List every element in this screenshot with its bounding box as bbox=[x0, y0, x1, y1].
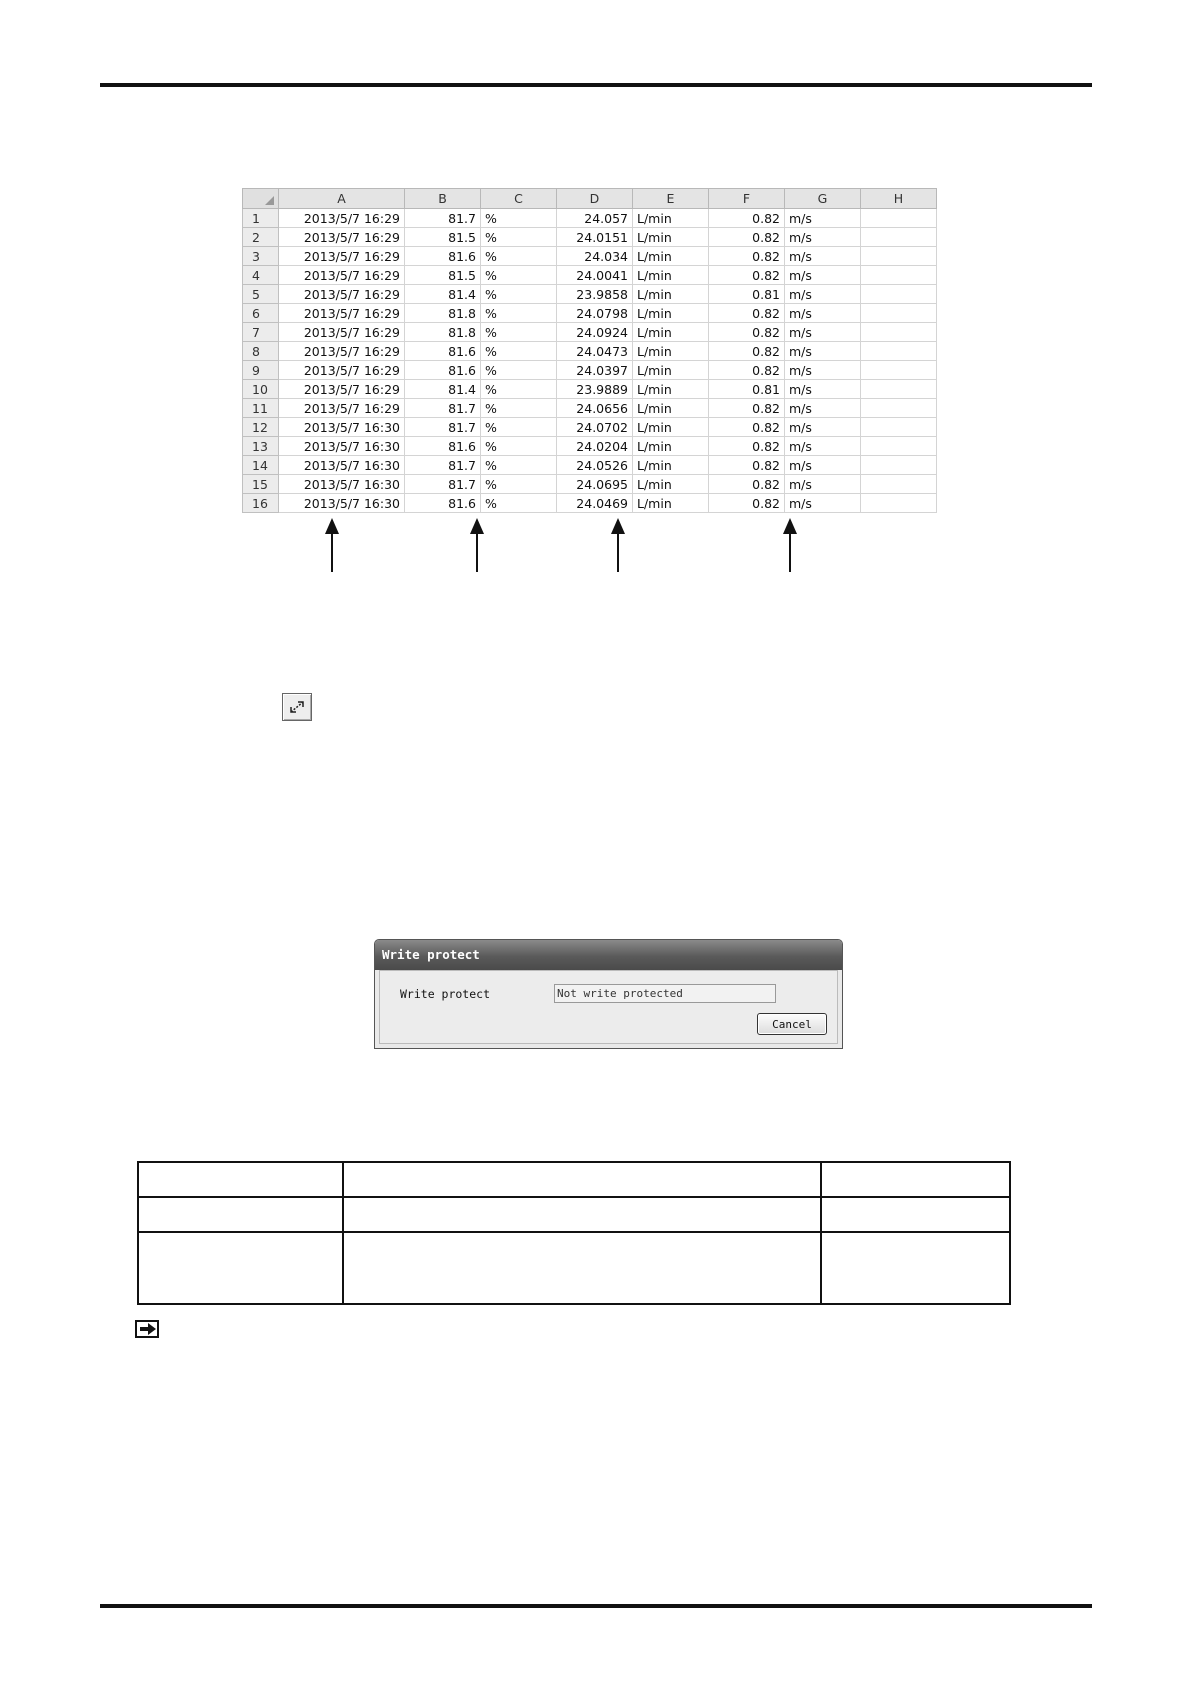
cell-d[interactable]: 24.057 bbox=[557, 209, 633, 228]
table-cell bbox=[343, 1162, 821, 1197]
cell-b[interactable]: 81.5 bbox=[405, 228, 481, 247]
cell-f[interactable]: 0.82 bbox=[709, 418, 785, 437]
pointer-arrow-velocity bbox=[781, 518, 799, 572]
cell-b[interactable]: 81.7 bbox=[405, 418, 481, 437]
write-protect-label: Write protect bbox=[400, 987, 491, 1001]
table-cell bbox=[821, 1197, 1010, 1232]
cell-d[interactable]: 24.0204 bbox=[557, 437, 633, 456]
table-row bbox=[138, 1197, 1010, 1232]
column-header[interactable]: D bbox=[557, 189, 633, 209]
cell-h[interactable] bbox=[861, 304, 937, 323]
table-cell bbox=[821, 1162, 1010, 1197]
column-header[interactable]: E bbox=[633, 189, 709, 209]
row-header[interactable]: 1 bbox=[243, 209, 279, 228]
cell-f[interactable]: 0.82 bbox=[709, 399, 785, 418]
cell-d[interactable]: 24.0041 bbox=[557, 266, 633, 285]
cell-b[interactable]: 81.6 bbox=[405, 342, 481, 361]
cell-b[interactable]: 81.4 bbox=[405, 285, 481, 304]
cell-d[interactable]: 24.034 bbox=[557, 247, 633, 266]
cell-c[interactable]: % bbox=[481, 342, 557, 361]
write-protect-dialog bbox=[374, 939, 843, 1049]
cell-b[interactable]: 81.4 bbox=[405, 380, 481, 399]
cell-b[interactable]: 81.7 bbox=[405, 456, 481, 475]
cell-f[interactable]: 0.82 bbox=[709, 456, 785, 475]
diagonal-resize-icon[interactable] bbox=[282, 693, 312, 721]
cell-g[interactable]: m/s bbox=[785, 323, 861, 342]
cell-e[interactable]: L/min bbox=[633, 304, 709, 323]
row-header[interactable]: 13 bbox=[243, 437, 279, 456]
cell-g[interactable]: m/s bbox=[785, 361, 861, 380]
row-header[interactable]: 7 bbox=[243, 323, 279, 342]
cell-d[interactable]: 23.9889 bbox=[557, 380, 633, 399]
cell-e[interactable]: L/min bbox=[633, 418, 709, 437]
table-row bbox=[243, 494, 937, 513]
cell-e[interactable]: L/min bbox=[633, 475, 709, 494]
cell-f[interactable]: 0.82 bbox=[709, 228, 785, 247]
row-header[interactable]: 14 bbox=[243, 456, 279, 475]
cell-d[interactable]: 23.9858 bbox=[557, 285, 633, 304]
cell-g[interactable]: m/s bbox=[785, 494, 861, 513]
cell-e[interactable]: L/min bbox=[633, 228, 709, 247]
cell-h[interactable] bbox=[861, 380, 937, 399]
table-row bbox=[243, 209, 937, 228]
cell-e[interactable]: L/min bbox=[633, 437, 709, 456]
cell-b[interactable]: 81.6 bbox=[405, 247, 481, 266]
cell-d[interactable]: 24.0924 bbox=[557, 323, 633, 342]
table-row bbox=[243, 285, 937, 304]
cell-a[interactable]: 2013/5/7 16:29 bbox=[279, 399, 405, 418]
cell-b[interactable]: 81.7 bbox=[405, 399, 481, 418]
cell-a[interactable]: 2013/5/7 16:30 bbox=[279, 475, 405, 494]
cell-g[interactable]: m/s bbox=[785, 475, 861, 494]
cell-g[interactable]: m/s bbox=[785, 209, 861, 228]
cell-a[interactable]: 2013/5/7 16:29 bbox=[279, 266, 405, 285]
table-row bbox=[243, 456, 937, 475]
cell-e[interactable]: L/min bbox=[633, 380, 709, 399]
cell-h[interactable] bbox=[861, 475, 937, 494]
cell-c[interactable]: % bbox=[481, 475, 557, 494]
cell-e[interactable]: L/min bbox=[633, 285, 709, 304]
cell-b[interactable]: 81.7 bbox=[405, 209, 481, 228]
arrow-right-icon bbox=[135, 1320, 159, 1338]
cell-h[interactable] bbox=[861, 342, 937, 361]
cell-f[interactable]: 0.82 bbox=[709, 323, 785, 342]
cell-b[interactable]: 81.6 bbox=[405, 437, 481, 456]
cell-e[interactable]: L/min bbox=[633, 209, 709, 228]
table-row bbox=[243, 437, 937, 456]
cancel-button[interactable]: Cancel bbox=[757, 1013, 827, 1035]
table-row bbox=[243, 399, 937, 418]
cell-g[interactable]: m/s bbox=[785, 456, 861, 475]
cell-e[interactable]: L/min bbox=[633, 456, 709, 475]
cell-h[interactable] bbox=[861, 361, 937, 380]
cell-e[interactable]: L/min bbox=[633, 342, 709, 361]
cell-h[interactable] bbox=[861, 418, 937, 437]
cell-a[interactable]: 2013/5/7 16:29 bbox=[279, 209, 405, 228]
cell-h[interactable] bbox=[861, 399, 937, 418]
cell-b[interactable]: 81.5 bbox=[405, 266, 481, 285]
row-header[interactable]: 9 bbox=[243, 361, 279, 380]
cell-f[interactable]: 0.81 bbox=[709, 285, 785, 304]
cell-f[interactable]: 0.81 bbox=[709, 380, 785, 399]
cell-a[interactable]: 2013/5/7 16:29 bbox=[279, 361, 405, 380]
table-row bbox=[138, 1232, 1010, 1304]
spreadsheet bbox=[242, 188, 937, 513]
cell-e[interactable]: L/min bbox=[633, 494, 709, 513]
cell-c[interactable]: % bbox=[481, 456, 557, 475]
table-row bbox=[243, 228, 937, 247]
header-rule bbox=[100, 83, 1092, 87]
pointer-arrow-humidity bbox=[468, 518, 486, 572]
cell-g[interactable]: m/s bbox=[785, 285, 861, 304]
cell-a[interactable]: 2013/5/7 16:30 bbox=[279, 418, 405, 437]
cell-b[interactable]: 81.6 bbox=[405, 361, 481, 380]
cell-f[interactable]: 0.82 bbox=[709, 361, 785, 380]
table-row bbox=[243, 304, 937, 323]
cell-g[interactable]: m/s bbox=[785, 418, 861, 437]
cell-d[interactable]: 24.0656 bbox=[557, 399, 633, 418]
cell-e[interactable]: L/min bbox=[633, 323, 709, 342]
cell-f[interactable]: 0.82 bbox=[709, 494, 785, 513]
cell-g[interactable]: m/s bbox=[785, 304, 861, 323]
cell-d[interactable]: 24.0695 bbox=[557, 475, 633, 494]
table-row bbox=[243, 247, 937, 266]
cell-c[interactable]: % bbox=[481, 228, 557, 247]
table-row bbox=[243, 418, 937, 437]
cell-b[interactable]: 81.7 bbox=[405, 475, 481, 494]
cell-h[interactable] bbox=[861, 285, 937, 304]
cell-g[interactable]: m/s bbox=[785, 228, 861, 247]
row-header[interactable]: 6 bbox=[243, 304, 279, 323]
table-row bbox=[243, 342, 937, 361]
cell-f[interactable]: 0.82 bbox=[709, 247, 785, 266]
cell-d[interactable]: 24.0702 bbox=[557, 418, 633, 437]
table-row bbox=[243, 380, 937, 399]
cell-h[interactable] bbox=[861, 437, 937, 456]
cell-c[interactable]: % bbox=[481, 285, 557, 304]
select-all-corner[interactable] bbox=[243, 189, 279, 209]
cell-a[interactable]: 2013/5/7 16:30 bbox=[279, 437, 405, 456]
table-row bbox=[243, 475, 937, 494]
column-header[interactable]: C bbox=[481, 189, 557, 209]
cell-a[interactable]: 2013/5/7 16:29 bbox=[279, 342, 405, 361]
row-header[interactable]: 5 bbox=[243, 285, 279, 304]
cell-c[interactable]: % bbox=[481, 323, 557, 342]
row-header[interactable]: 4 bbox=[243, 266, 279, 285]
write-protect-status-field: Not write protected bbox=[554, 984, 776, 1003]
cell-a[interactable]: 2013/5/7 16:30 bbox=[279, 456, 405, 475]
cell-f[interactable]: 0.82 bbox=[709, 475, 785, 494]
cell-f[interactable]: 0.82 bbox=[709, 437, 785, 456]
cell-d[interactable]: 24.0473 bbox=[557, 342, 633, 361]
cell-f[interactable]: 0.82 bbox=[709, 266, 785, 285]
cell-b[interactable]: 81.8 bbox=[405, 304, 481, 323]
cell-h[interactable] bbox=[861, 494, 937, 513]
cell-c[interactable]: % bbox=[481, 418, 557, 437]
row-header[interactable]: 16 bbox=[243, 494, 279, 513]
cell-c[interactable]: % bbox=[481, 494, 557, 513]
cell-f[interactable]: 0.82 bbox=[709, 304, 785, 323]
row-header[interactable]: 11 bbox=[243, 399, 279, 418]
cell-a[interactable]: 2013/5/7 16:30 bbox=[279, 494, 405, 513]
cell-h[interactable] bbox=[861, 228, 937, 247]
table-cell bbox=[343, 1232, 821, 1304]
row-header[interactable]: 2 bbox=[243, 228, 279, 247]
table-cell bbox=[138, 1162, 343, 1197]
cell-g[interactable]: m/s bbox=[785, 247, 861, 266]
cell-h[interactable] bbox=[861, 209, 937, 228]
cell-h[interactable] bbox=[861, 266, 937, 285]
spec-table bbox=[137, 1161, 1011, 1305]
table-row bbox=[243, 323, 937, 342]
column-header[interactable]: F bbox=[709, 189, 785, 209]
cell-d[interactable]: 24.0798 bbox=[557, 304, 633, 323]
cell-b[interactable]: 81.8 bbox=[405, 323, 481, 342]
cell-d[interactable]: 24.0397 bbox=[557, 361, 633, 380]
cell-e[interactable]: L/min bbox=[633, 399, 709, 418]
cell-e[interactable]: L/min bbox=[633, 361, 709, 380]
cell-a[interactable]: 2013/5/7 16:29 bbox=[279, 323, 405, 342]
table-row bbox=[138, 1162, 1010, 1197]
pointer-arrow-flow bbox=[609, 518, 627, 572]
cell-c[interactable]: % bbox=[481, 380, 557, 399]
cell-h[interactable] bbox=[861, 247, 937, 266]
cell-a[interactable]: 2013/5/7 16:29 bbox=[279, 247, 405, 266]
cell-h[interactable] bbox=[861, 456, 937, 475]
cell-d[interactable]: 24.0469 bbox=[557, 494, 633, 513]
column-header[interactable]: H bbox=[861, 189, 937, 209]
cell-c[interactable]: % bbox=[481, 209, 557, 228]
row-header[interactable]: 15 bbox=[243, 475, 279, 494]
cell-a[interactable]: 2013/5/7 16:29 bbox=[279, 228, 405, 247]
table-cell bbox=[821, 1232, 1010, 1304]
row-header[interactable]: 3 bbox=[243, 247, 279, 266]
cell-g[interactable]: m/s bbox=[785, 380, 861, 399]
cell-g[interactable]: m/s bbox=[785, 342, 861, 361]
cell-c[interactable]: % bbox=[481, 437, 557, 456]
cell-c[interactable]: % bbox=[481, 361, 557, 380]
cell-a[interactable]: 2013/5/7 16:29 bbox=[279, 304, 405, 323]
cell-e[interactable]: L/min bbox=[633, 247, 709, 266]
cell-c[interactable]: % bbox=[481, 399, 557, 418]
column-header-row bbox=[243, 189, 937, 209]
column-header[interactable]: G bbox=[785, 189, 861, 209]
column-header[interactable]: B bbox=[405, 189, 481, 209]
cell-a[interactable]: 2013/5/7 16:29 bbox=[279, 285, 405, 304]
cell-f[interactable]: 0.82 bbox=[709, 342, 785, 361]
dialog-title: Write protect bbox=[375, 940, 842, 970]
column-header[interactable]: A bbox=[279, 189, 405, 209]
cell-c[interactable]: % bbox=[481, 266, 557, 285]
cell-g[interactable]: m/s bbox=[785, 437, 861, 456]
cell-f[interactable]: 0.82 bbox=[709, 209, 785, 228]
cell-c[interactable]: % bbox=[481, 304, 557, 323]
cell-h[interactable] bbox=[861, 323, 937, 342]
cell-d[interactable]: 24.0151 bbox=[557, 228, 633, 247]
cell-d[interactable]: 24.0526 bbox=[557, 456, 633, 475]
table-row bbox=[243, 266, 937, 285]
cell-b[interactable]: 81.6 bbox=[405, 494, 481, 513]
cell-g[interactable]: m/s bbox=[785, 266, 861, 285]
table-cell bbox=[138, 1232, 343, 1304]
table-row bbox=[243, 361, 937, 380]
cell-c[interactable]: % bbox=[481, 247, 557, 266]
footer-rule bbox=[100, 1604, 1092, 1608]
table-cell bbox=[343, 1197, 821, 1232]
cell-e[interactable]: L/min bbox=[633, 266, 709, 285]
cell-a[interactable]: 2013/5/7 16:29 bbox=[279, 380, 405, 399]
row-header[interactable]: 10 bbox=[243, 380, 279, 399]
row-header[interactable]: 12 bbox=[243, 418, 279, 437]
table-cell bbox=[138, 1197, 343, 1232]
pointer-arrow-date bbox=[323, 518, 341, 572]
cell-g[interactable]: m/s bbox=[785, 399, 861, 418]
row-header[interactable]: 8 bbox=[243, 342, 279, 361]
